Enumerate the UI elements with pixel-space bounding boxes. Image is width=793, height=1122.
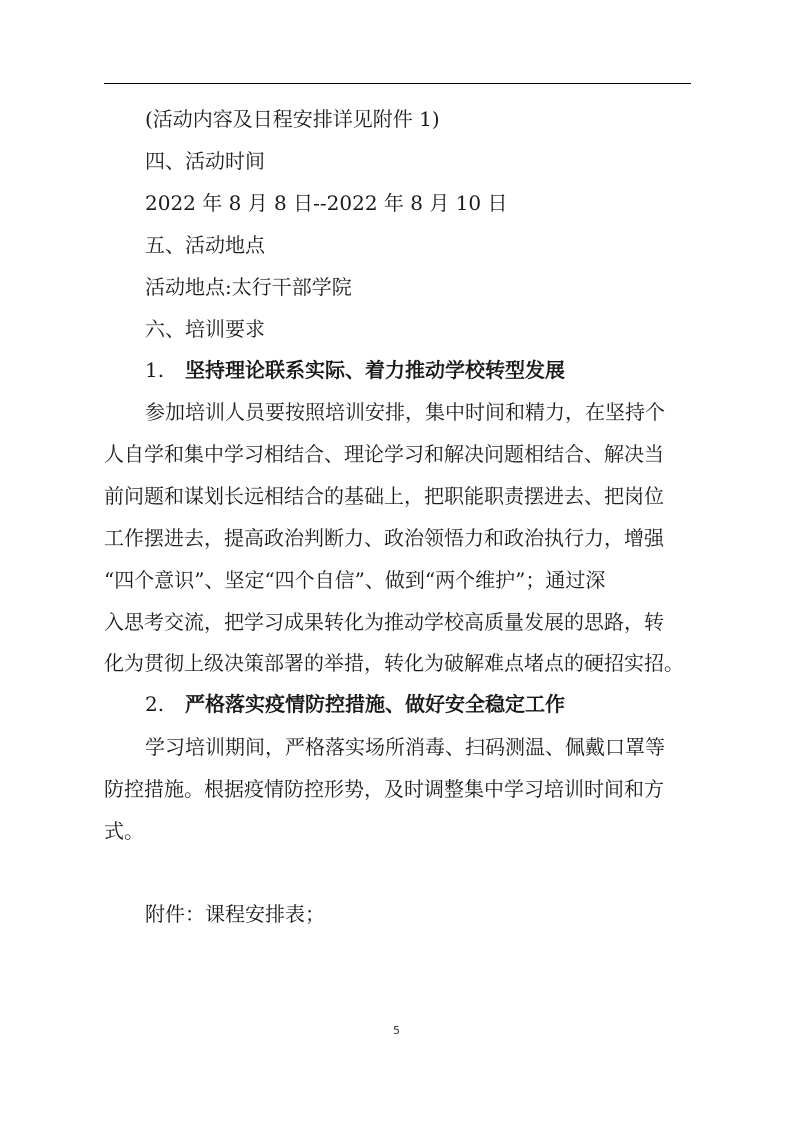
activity-note: (活动内容及日程安排详见附件 1) xyxy=(145,107,440,131)
requirement-1-line: 化为贯彻上级决策部署的举措，转化为破解难点堵点的硬招实招。 xyxy=(104,651,684,675)
header-rule xyxy=(104,83,691,84)
section-heading-requirements: 六、培训要求 xyxy=(145,317,265,341)
requirement-2-heading xyxy=(145,691,735,717)
requirement-2-line: 式。 xyxy=(104,819,144,843)
requirement-2-line: 学习培训期间，严格落实场所消毒、扫码测温、佩戴口罩等 xyxy=(145,735,665,759)
section-heading-time: 四、活动时间 xyxy=(145,149,265,173)
requirement-1-number: 1. xyxy=(145,358,165,382)
activity-location: 活动地点:太行干部学院 xyxy=(145,275,352,299)
requirement-1-line: “四个意识”、坚定“四个自信”、做到“两个维护”；通过深 xyxy=(104,568,606,592)
requirement-2-number: 2. xyxy=(145,692,165,716)
requirement-1-line: 参加培训人员要按照培训安排，集中时间和精力，在坚持个 xyxy=(145,400,665,424)
requirement-1-line: 人自学和集中学习相结合、理论学习和解决问题相结合、解决当 xyxy=(104,442,664,466)
requirement-1-line: 工作摆进去，提高政治判断力、政治领悟力和政治执行力，增强 xyxy=(104,526,664,550)
requirement-1-title: 坚持理论联系实际、着力推动学校转型发展 xyxy=(185,358,565,382)
requirement-2-title: 严格落实疫情防控措施、做好安全稳定工作 xyxy=(185,692,565,716)
requirement-1-line: 入思考交流，把学习成果转化为推动学校高质量发展的思路，转 xyxy=(104,610,664,634)
requirement-2-line: 防控措施。根据疫情防控形势，及时调整集中学习培训时间和方 xyxy=(104,777,664,801)
page-number: 5 xyxy=(393,1024,400,1037)
requirement-1-heading xyxy=(145,357,735,383)
activity-dates: 2022 年 8 月 8 日--2022 年 8 月 10 日 xyxy=(145,191,508,215)
attachment-note: 附件：课程安排表； xyxy=(145,902,325,926)
requirement-1-line: 前问题和谋划长远相结合的基础上，把职能职责摆进去、把岗位 xyxy=(104,484,664,508)
section-heading-location: 五、活动地点 xyxy=(145,233,265,257)
